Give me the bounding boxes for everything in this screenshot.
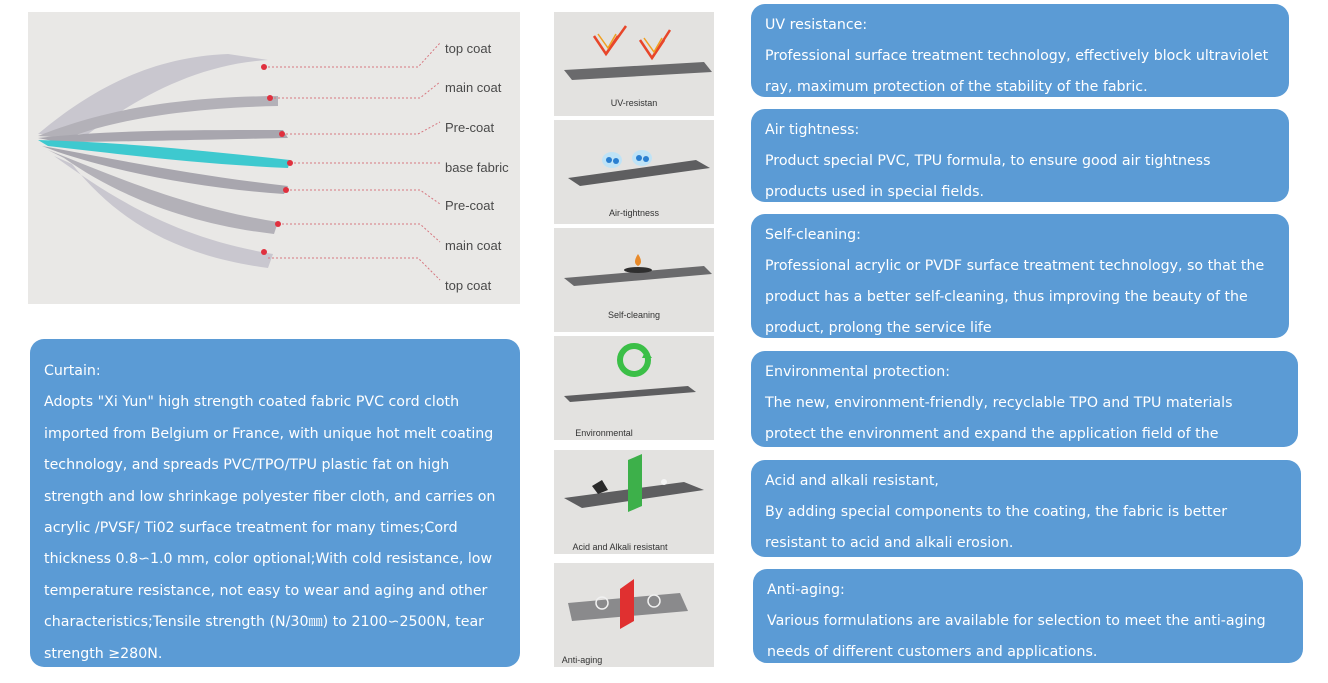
anti-aging-icon [554, 563, 714, 667]
feature-title: Acid and alkali resistant, [765, 473, 939, 489]
thumbnail-caption: UV-resistan [610, 98, 658, 108]
thumbnail-caption: Environmental [575, 428, 633, 438]
marker-dot-3 [279, 131, 285, 137]
feature-text: Professional acrylic or PVDF surface treatment technology, so that the product has a better self-cleaning, thus improving the beauty of the product, prolong the service life [765, 258, 1265, 336]
feature-title: Air tightness: [765, 122, 860, 138]
layer-label-top-coat: top coat [445, 41, 492, 56]
marker-dot-4 [287, 160, 293, 166]
thumbnail-caption: Self-cleaning [607, 310, 661, 320]
feature-text: By adding special components to the coating, the fabric is better resistant to acid and alkali erosion. [765, 504, 1228, 551]
layer-label-main-coat-lower: main coat [445, 238, 502, 253]
thumbnail-caption: Air-tightness [608, 208, 660, 218]
feature-text: Various formulations are available for selection to meet the anti-aging needs of different customers and applications. [767, 613, 1266, 660]
marker-dot-2 [267, 95, 273, 101]
leader-line-3 [282, 122, 440, 134]
acid-alkali-icon [554, 450, 714, 554]
leader-line-2 [270, 82, 440, 98]
feature-box-uv-resistance [751, 4, 1289, 97]
feature-text: Professional surface treatment technology, effectively block ultraviolet ray, maximum protection of the stability of the fabric. [765, 48, 1269, 95]
marker-dot-7 [261, 249, 267, 255]
layer-label-pre-coat: Pre-coat [445, 120, 495, 135]
layer-label-main-coat: main coat [445, 80, 502, 95]
thumbnail-caption: Anti-aging [561, 655, 603, 665]
leader-line-5 [286, 190, 440, 204]
feature-box-acid-alkali [751, 460, 1301, 557]
marker-dot-6 [275, 221, 281, 227]
curtain-text: Adopts "Xi Yun" high strength coated fabric PVC cord cloth imported from Belgium or France, with unique hot melt coating technology, and spreads PVC/TPO/TPU plastic fat on high strength and low shrinkage polyester fiber cloth, and carries on acrylic /PVSF/ Ti02 surface treatment for many times;Cord thickness 0.8∽1.0 mm, color optional;With cold resistance, low temperature resistance, not easy to wear and aging and other characteristics;Tensile strength (N/30㎜) to 2100∽2500N, tear strength ≥280N. [44, 394, 496, 662]
curtain-description-box [30, 339, 520, 667]
feature-text: Product special PVC, TPU formula, to ensure good air tightness products used in special fields. [765, 153, 1211, 200]
recycle-icon [554, 336, 714, 440]
layer-label-top-coat-lower: top coat [445, 278, 492, 293]
feature-text: The new, environment-friendly, recyclable TPO and TPU materials protect the environment and expand the application field of the [765, 395, 1233, 442]
feature-title: Self-cleaning: [765, 227, 861, 243]
thumbnail-self-cleaning [554, 228, 714, 332]
thumbnail-uv-resistance [554, 12, 714, 116]
feature-box-air-tightness [751, 109, 1289, 202]
marker-dot-5 [283, 187, 289, 193]
feature-box-anti-aging [753, 569, 1303, 663]
thumbnail-caption: Acid and Alkali resistant [572, 542, 668, 552]
leader-line-1 [264, 43, 440, 67]
layer-top-coat [38, 54, 268, 134]
thumbnail-acid-alkali [554, 450, 714, 554]
feature-box-environmental [751, 351, 1298, 447]
curtain-title: Curtain: [44, 363, 101, 379]
marker-dot-1 [261, 64, 267, 70]
thumbnail-environmental [554, 336, 714, 440]
leader-line-7 [268, 258, 440, 280]
feature-title: Environmental protection: [765, 364, 950, 380]
feature-box-self-cleaning [751, 214, 1289, 338]
feature-title: UV resistance: [765, 17, 868, 33]
layer-label-base-fabric: base fabric [445, 160, 509, 175]
thumbnail-air-tightness [554, 120, 714, 224]
fabric-layers-figure [28, 12, 520, 304]
feature-title: Anti-aging: [767, 582, 845, 598]
leader-line-6 [278, 224, 440, 242]
thumbnail-anti-aging [554, 563, 714, 667]
layer-label-pre-coat-lower: Pre-coat [445, 198, 495, 213]
